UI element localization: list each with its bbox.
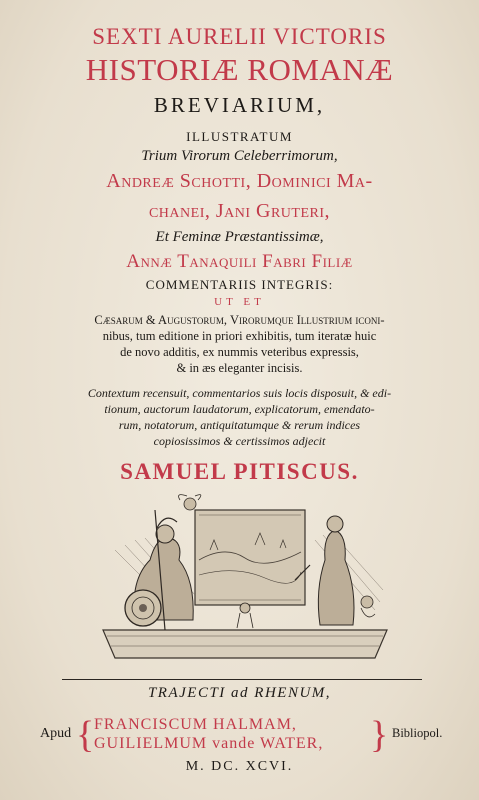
imprint-block <box>0 712 479 762</box>
contextum-line-1: Contextum recensuit, commentarios suis locis disposuit, & edi- <box>87 386 392 400</box>
main-title: HISTORIÆ ROMANÆ <box>85 52 394 87</box>
annae-line: Annæ Tanaquili Fabri Filiæ <box>126 251 353 272</box>
description-line-4: & in æs eleganter incisis. <box>176 361 303 375</box>
imprint-place: TRAJECTI ad RHENUM, <box>147 685 332 701</box>
trium-line: Trium Virorum Celeberrimorum, <box>141 148 338 164</box>
description-line-2: nibus, tum editione in priori exhibitis, tum iteratæ huic <box>102 329 377 343</box>
ut-et-line: UT ET <box>214 296 265 308</box>
publisher-line-2: GUILIELMUM vande WATER, <box>94 735 324 752</box>
commentators-line-1: Andreæ Schotti, Dominici Ma- <box>106 170 373 192</box>
contextum-line-3: rum, notatorum, antiquitatumque & rerum indices <box>118 418 361 432</box>
engraving-illustration <box>95 490 395 660</box>
commentariis-line: COMMENTARIIS INTEGRIS: <box>145 277 334 292</box>
illustratum-line: ILLUSTRATUM <box>186 129 293 144</box>
description-line-1: Cæsarum & Augustorum, Virorumque Illustrium iconi- <box>94 313 385 327</box>
commentators-line-2: chanei, Jani Gruteri, <box>148 200 331 222</box>
author-line: SEXTI AURELII VICTORIS <box>92 24 387 49</box>
description-line-3: de novo additis, ex nummis veteribus expressis, <box>120 345 359 359</box>
feminae-line: Et Feminæ Præstantissimæ, <box>155 229 324 245</box>
contextum-line-2: tionum, auctorum laudatorum, explicatorum, emendato- <box>104 402 375 416</box>
contextum-line-4: copiosissimos & certissimos adjecit <box>153 434 326 448</box>
editor-name: SAMUEL PITISCUS. <box>120 459 359 484</box>
divider-rule <box>62 679 422 680</box>
imprint-year: M. DC. XCVI. <box>185 759 294 774</box>
apud-label: Apud <box>40 726 72 741</box>
left-brace-icon: { <box>76 714 95 756</box>
right-brace-icon: } <box>370 714 389 756</box>
bibliopol-label: Bibliopol. <box>392 726 443 740</box>
publisher-line-1: FRANCISCUM HALMAM, <box>94 716 297 733</box>
subtitle: BREVIARIUM, <box>153 93 326 117</box>
